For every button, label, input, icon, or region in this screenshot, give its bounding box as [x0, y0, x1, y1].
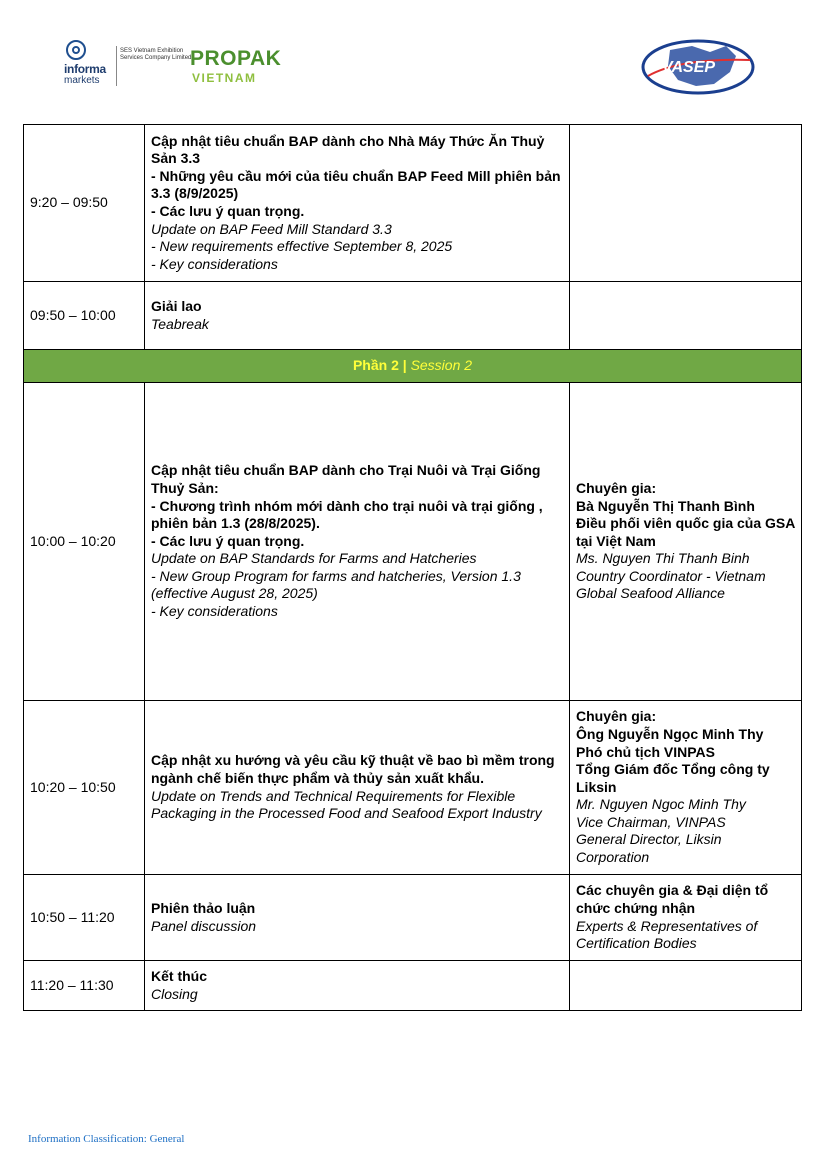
speaker-name: Chuyên gia:: [576, 479, 657, 496]
propak-logo-subtitle: VIETNAM: [192, 71, 257, 85]
agenda-row: [24, 282, 802, 350]
session-label: Phần 2 |: [352, 357, 411, 374]
topic-title: Kết thúc: [151, 967, 207, 984]
session-label-english: Session 2: [410, 357, 473, 374]
speaker-english: Experts & Representatives of Certification Bodies: [576, 917, 758, 952]
speaker-cell: [570, 282, 802, 350]
topic-title: - Chương trình nhóm mới dành cho trại nuôi và trại giống , phiên bản 1.3 (28/8/2025).: [151, 497, 543, 532]
topic-title: Cập nhật tiêu chuẩn BAP dành cho Nhà Máy Thức Ăn Thuỷ Sản 3.3: [151, 132, 545, 167]
speaker-english: Global Seafood Alliance: [576, 585, 725, 602]
speaker-name: Tổng Giám đốc Tổng công ty Liksin: [576, 761, 770, 795]
time-cell: 10:00 – 10:20: [24, 383, 145, 701]
vasep-logo: [640, 38, 756, 96]
topic-english: - New requirements effective September 8, 2025: [151, 238, 453, 255]
page-header: [0, 0, 827, 110]
topic-title: - Những yêu cầu mới của tiêu chuẩn BAP Feed Mill phiên bản 3.3 (8/9/2025): [151, 167, 561, 202]
topic-english: Teabreak: [151, 315, 209, 332]
agenda-row: [24, 125, 802, 282]
speaker-english: Mr. Nguyen Ngoc Minh Thy: [576, 796, 746, 813]
topic-english: Update on Trends and Technical Requirements for Flexible Packaging in the Processed Food and Seafood Export Industry: [151, 787, 542, 822]
information-classification: Information Classification: General: [28, 1133, 185, 1145]
speaker-cell: [570, 961, 802, 1011]
speaker-english: Country Coordinator - Vietnam: [576, 567, 766, 584]
speaker-name: Phó chủ tịch VINPAS: [576, 743, 715, 760]
topic-cell: [145, 701, 570, 875]
topic-english: Update on BAP Standards for Farms and Hatcheries: [151, 550, 477, 567]
topic-cell: [145, 282, 570, 350]
informa-logo-text: informa: [64, 62, 106, 76]
topic-cell: [145, 383, 570, 701]
topic-english: - Key considerations: [151, 255, 278, 272]
propak-logo-title: PROPAK: [190, 47, 282, 70]
agenda-table: [23, 124, 802, 1011]
time-cell: 9:20 – 09:50: [24, 125, 145, 282]
topic-title: Cập nhật xu hướng và yêu cầu kỹ thuật về bao bì mềm trong ngành chế biến thực phẩm và thủy sản xuất khẩu.: [151, 752, 555, 786]
speaker-name: Các chuyên gia & Đại diện tổ chức chứng nhận: [576, 882, 769, 916]
time-cell: 11:20 – 11:30: [24, 961, 145, 1011]
topic-title: Cập nhật tiêu chuẩn BAP dành cho Trại Nuôi và Trại Giống Thuỷ Sản:: [151, 462, 541, 496]
speaker-english: General Director, Liksin Corporation: [576, 831, 722, 866]
topic-english: - Key considerations: [151, 603, 278, 620]
agenda-row: [24, 875, 802, 961]
vasep-logo-text: VASEP: [662, 59, 716, 76]
informa-markets-logo: [64, 40, 118, 90]
topic-title: Phiên thảo luận: [151, 899, 256, 916]
speaker-english: Ms. Nguyen Thi Thanh Binh: [576, 550, 750, 567]
topic-english: Update on BAP Feed Mill Standard 3.3: [151, 220, 392, 237]
speaker-name: Bà Nguyễn Thị Thanh Bình: [576, 497, 755, 514]
topic-title: Giải lao: [151, 297, 202, 314]
topic-title: - Các lưu ý quan trọng.: [151, 532, 305, 549]
markets-logo-text: markets: [64, 75, 100, 86]
speaker-name: Chuyên gia:: [576, 708, 657, 725]
speaker-cell: [570, 383, 802, 701]
topic-cell: [145, 125, 570, 282]
topic-english: Closing: [151, 985, 198, 1002]
informa-circle-icon: [66, 40, 86, 60]
speaker-cell: [570, 875, 802, 961]
topic-english: - New Group Program for farms and hatcheries, Version 1.3 (effective August 28, 2025): [151, 567, 521, 602]
time-cell: 10:20 – 10:50: [24, 701, 145, 875]
speaker-english: Vice Chairman, VINPAS: [576, 813, 726, 830]
speaker-cell: [570, 125, 802, 282]
time-cell: 09:50 – 10:00: [24, 282, 145, 350]
agenda-row: [24, 961, 802, 1011]
session-header: [24, 350, 802, 383]
speaker-cell: [570, 701, 802, 875]
ses-company-text: SES Vietnam Exhibition Services Company Limited: [120, 48, 192, 61]
speaker-name: Ông Nguyễn Ngọc Minh Thy: [576, 725, 764, 742]
topic-english: Panel discussion: [151, 917, 257, 934]
topic-title: - Các lưu ý quan trọng.: [151, 203, 305, 219]
agenda-row: [24, 701, 802, 875]
topic-cell: [145, 961, 570, 1011]
logo-divider: [116, 46, 117, 86]
topic-cell: [145, 875, 570, 961]
session-row: [24, 350, 802, 383]
time-cell: 10:50 – 11:20: [24, 875, 145, 961]
speaker-name: Điều phối viên quốc gia của GSA tại Việt Nam: [576, 515, 795, 549]
agenda-row: [24, 383, 802, 701]
